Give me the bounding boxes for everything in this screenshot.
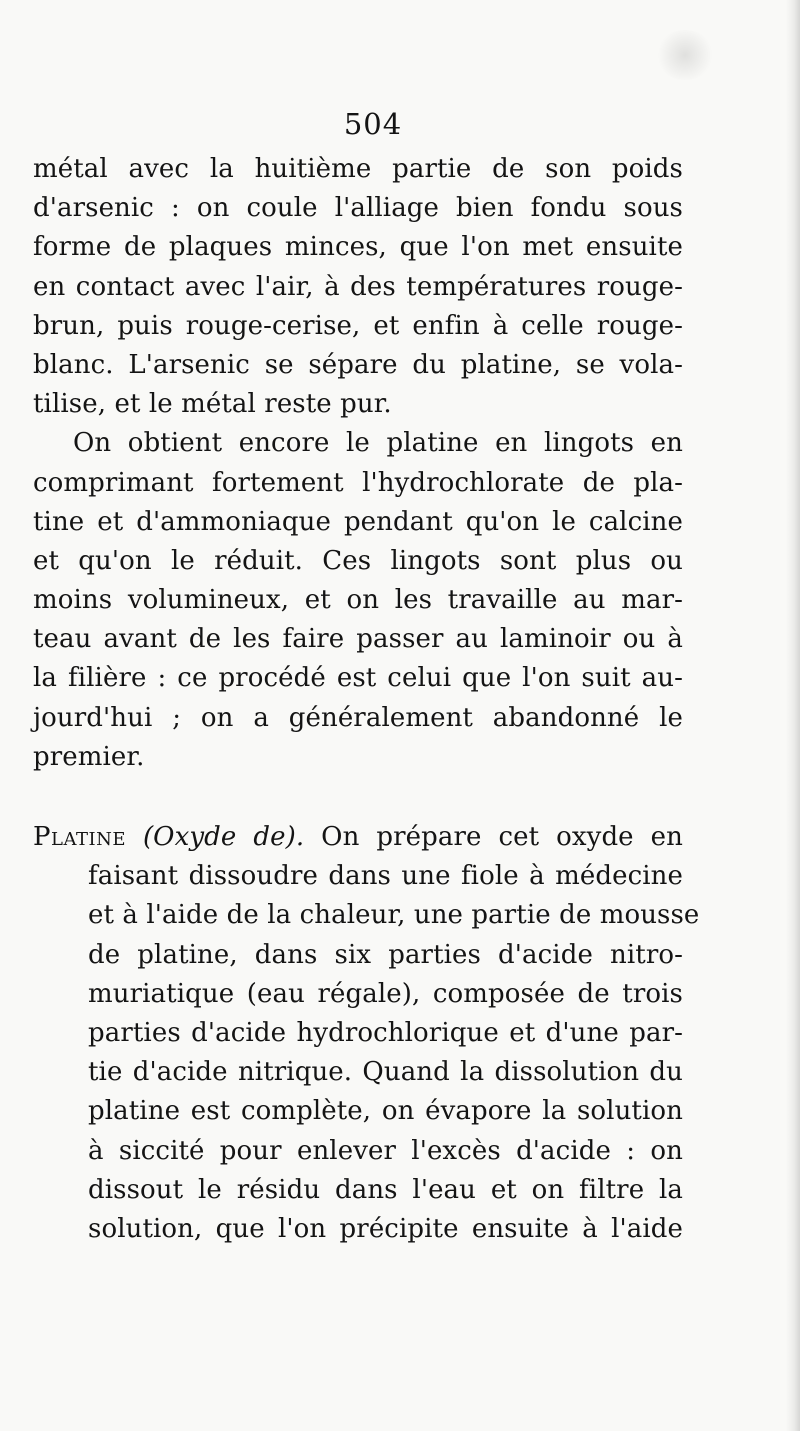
page-edge-shadow (786, 0, 800, 1431)
page-number: 504 (343, 107, 403, 141)
paragraph-2 (33, 424, 683, 777)
text-line: et à l'aide de la chaleur, une partie de mousse (88, 900, 700, 931)
text-line: en contact avec l'air, à des températures rouge- (33, 271, 683, 302)
text-line: de platine, dans six parties d'acide nitro- (88, 939, 683, 970)
entry-headword: Platine (33, 822, 126, 852)
section-gap (33, 777, 683, 818)
text-line: On obtient encore le platine en lingots en (73, 428, 683, 459)
text-line: tie d'acide nitrique. Quand la dissolution du (88, 1057, 683, 1088)
text-line: métal avec la huitième partie de son poids (33, 154, 683, 184)
text-line: d'arsenic : on coule l'alliage bien fondu sous (33, 193, 683, 224)
text-line: premier. (33, 741, 145, 772)
text-line: teau avant de les faire passer au laminoir ou à (33, 624, 683, 655)
text-line: forme de plaques minces, que l'on met ensuite (33, 232, 683, 263)
text-line: moins volumineux, et on les travaille au mar- (33, 585, 683, 616)
text-line: à siccité pour enlever l'excès d'acide : on (88, 1135, 683, 1166)
text-line: faisant dissoudre dans une fiole à médecine (88, 861, 683, 892)
entry-first-line (33, 818, 683, 857)
text-line: muriatique (eau régale), composée de trois (88, 978, 683, 1009)
text-line: dissout le résidu dans l'eau et on filtre la (88, 1174, 683, 1205)
paragraph-1 (33, 150, 683, 424)
text-line: comprimant fortement l'hydrochlorate de pla- (33, 467, 683, 498)
paper-stain (655, 30, 715, 80)
dictionary-entry (33, 818, 700, 1249)
text-line: la filière : ce procédé est celui que l'on suit au- (33, 663, 683, 694)
entry-headword-parenthetical: (Oxyde de). (142, 822, 305, 852)
text-line: parties d'acide hydrochlorique et d'une par- (88, 1017, 683, 1048)
text-line: blanc. L'arsenic se sépare du platine, se vola- (33, 349, 683, 380)
entry-first-line-text: On prépare cet oxyde en (321, 822, 683, 852)
text-line: brun, puis rouge-cerise, et enfin à celle rouge- (33, 310, 683, 341)
page-text (33, 104, 700, 1249)
text-line: tine et d'ammoniaque pendant qu'on le calcine (33, 506, 683, 537)
text-line: jourd'hui ; on a généralement abandonné le (33, 702, 683, 733)
text-line: et qu'on le réduit. Ces lingots sont plus ou (33, 545, 683, 576)
text-line: platine est complète, on évapore la solution (88, 1096, 683, 1127)
text-line: tilise, et le métal reste pur. (33, 389, 392, 420)
text-line: solution, que l'on précipite ensuite à l'aide (88, 1213, 683, 1244)
